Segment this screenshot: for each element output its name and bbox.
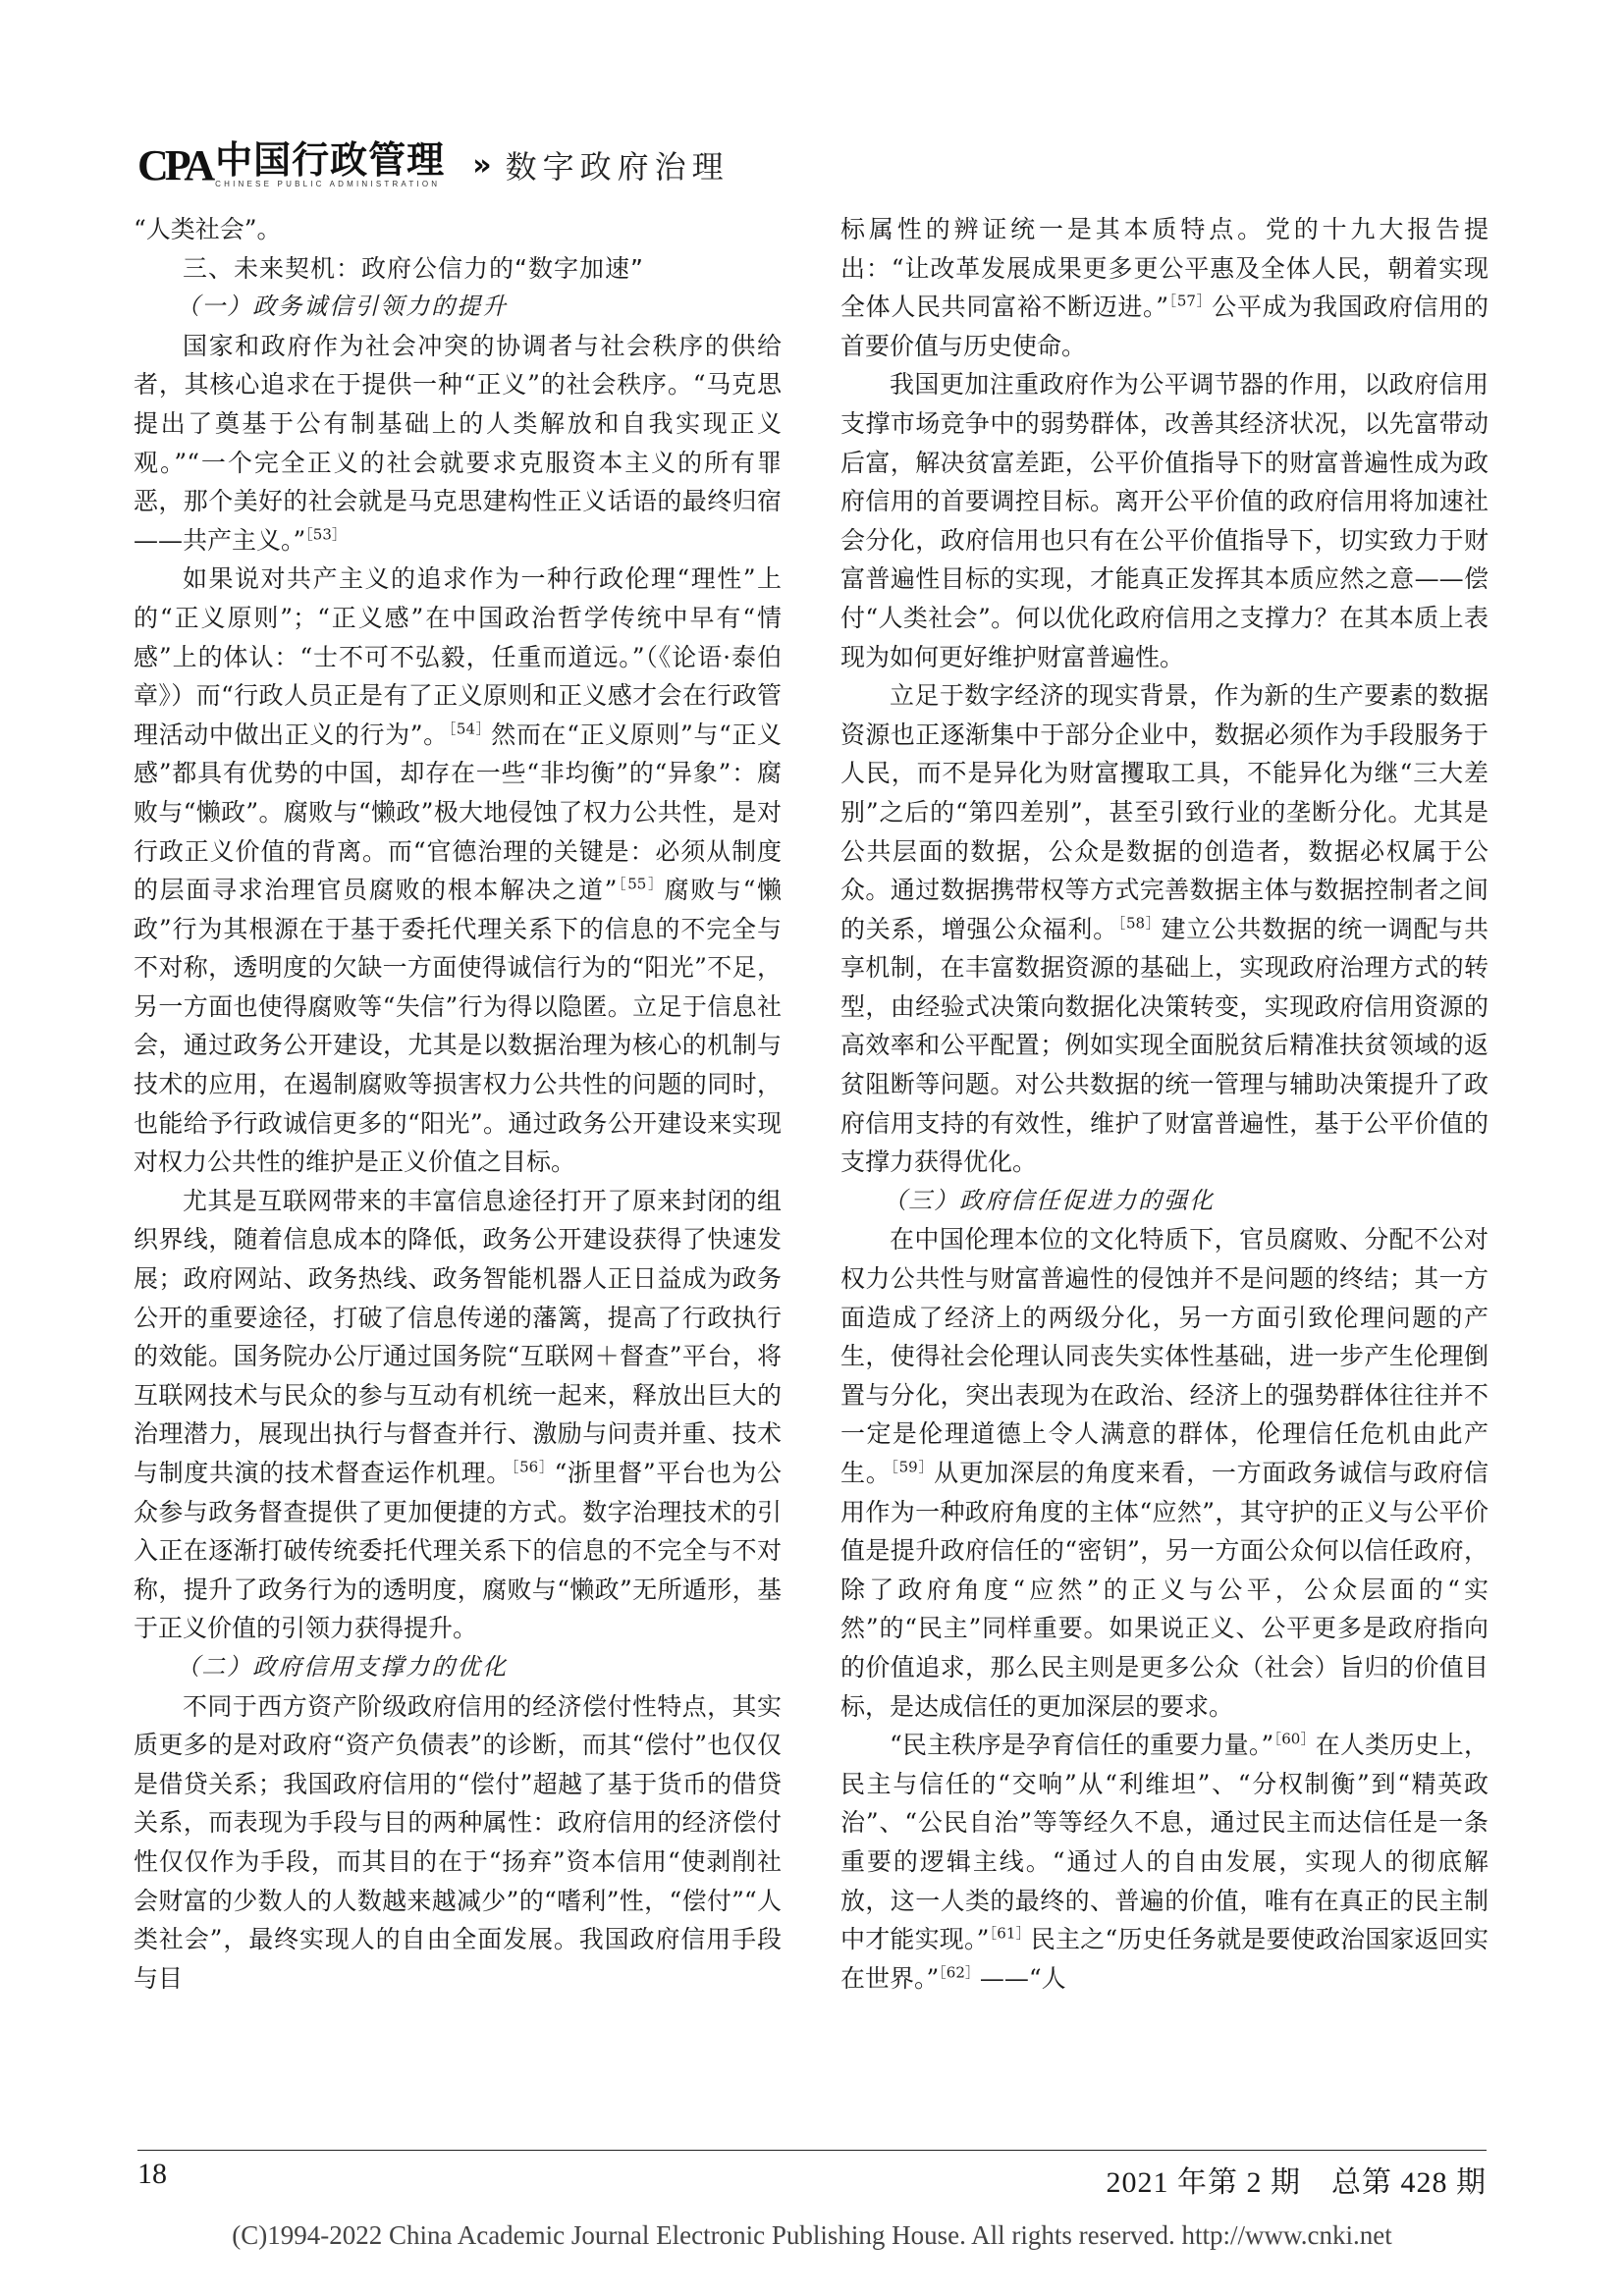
citation-ref: ［58］: [1117, 914, 1162, 933]
left-column: [134, 210, 782, 2134]
subsection-heading: （一）政务诚信引领力的提升: [176, 293, 509, 321]
logo-english-title: CHINESE PUBLIC ADMINISTRATION: [215, 180, 441, 188]
journal-logo: [137, 137, 446, 190]
subsection-heading: （二）政府信用支撑力的优化: [176, 1652, 509, 1681]
paragraph: 我国更加注重政府作为公平调节器的作用，以政府信用支撑市场竞争中的弱势群体，改善其经济状况，以先富带动后富，解决贫富差距，公平价值指导下的财富普遍性成为政府信用的首要调控目标。离开公平价值的政府信用将加速社会分化，政府信用也只有在公平价值指导下，切实致力于财富普遍性目标的实现，才能真正发挥其本质应然之意——偿付“人类社会”。何以优化政府信用之支撑力？在其本质上表现为如何更好维护财富普遍性。: [840, 370, 1489, 671]
citation-ref: ［60］: [1273, 1730, 1316, 1748]
citation-ref: ［59］: [891, 1458, 935, 1476]
paragraph: 标属性的辨证统一是其本质特点。党的十九大报告提出：“让改革发展成果更多更公平惠及全体人民，朝着实现全体人民共同富裕不断迈进。”$^{[57]}$公平成为我国政府信用的首要价值与历史使命。: [840, 215, 1489, 360]
copyright-notice: (C)1994-2022 China Academic Journal Electronic Publishing House. All rights reserved. http://www.cnki.net: [232, 2220, 1392, 2250]
section-title: 数字政府治理: [505, 148, 730, 186]
paragraph: “民主秩序是孕育信任的重要力量。”$^{[60]}$在人类历史上，民主与信任的“交响”从“利维坦”、“分权制衡”到“精英政治”、“公民自治”等等经久不息，通过民主而达信任是一条重要的逻辑主线。“通过人的自由发展，实现人的彻底解放，这一人类的最终的、普遍的价值，唯有在真正的民主制中才能实现。”$^{[61]}$民主之“历史任务就是要使政治国家返回实在世界。”$^{[62]}$——“人: [840, 1730, 1489, 1993]
logo-chinese-title: 中国行政管理: [215, 137, 446, 182]
citation-ref: ［55］: [617, 875, 665, 893]
paragraph: 尤其是互联网带来的丰富信息途径打开了原来封闭的组织界线，随着信息成本的降低，政务公开建设获得了快速发展；政府网站、政务热线、政务智能机器人正日益成为政务公开的重要途径，打破了信息传递的藩篱，提高了行政执行的效能。国务院办公厅通过国务院“互联网＋督查”平台，将互联网技术与民众的参与互动有机统一起来，释放出巨大的治理潜力，展现出执行与督查并行、激励与问责并重、技术与制度共演的技术督查运作机理。$^{[56]}$“浙里督”平台也为公众参与政务督查提供了更加便捷的方式。数字治理技术的引入正在逐渐打破传统委托代理关系下的信息的不完全与不对称，提升了政务行为的透明度，腐败与“懒政”无所遁形，基于正义价值的引领力获得提升。: [134, 1186, 782, 1643]
subsection-heading: （三）政府信任促进力的强化: [883, 1186, 1216, 1214]
chevron-icon: »: [472, 147, 492, 183]
paragraph: 国家和政府作为社会冲突的协调者与社会秩序的供给者，其核心追求在于提供一种“正义”的社会秩序。“马克思提出了奠基于公有制基础上的人类解放和自我实现正义观。”“一个完全正义的社会就要求克服资本主义的所有罪恶，那个美好的社会就是马克思建构性正义话语的最终归宿——共产主义。”$^{[53]}$: [134, 331, 782, 555]
right-column: [840, 210, 1489, 2134]
paragraph: 如果说对共产主义的追求作为一种行政伦理“理性”上的“正义原则”；“正义感”在中国政治哲学传统中早有“情感”上的体认：“士不可不弘毅，任重而道远。”（《论语·泰伯章》）而“行政人员正是有了正义原则和正义感才会在行政管理活动中做出正义的行为”。$^{[54]}$然而在“正义原则”与“正义感”都具有优势的中国，却存在一些“非均衡”的“异象”：腐败与“懒政”。腐败与“懒政”极大地侵蚀了权力公共性，是对行政正义价值的背离。而“官德治理的关键是：必须从制度的层面寻求治理官员腐败的根本解决之道”$^{[55]}$腐败与“懒政”行为其根源在于基于委托代理关系下的信息的不完全与不对称，透明度的欠缺一方面使得诚信行为的“阳光”不足，另一方面也使得腐败等“失信”行为得以隐匿。立足于信息社会，通过政务公开建设，尤其是以数据治理为核心的机制与技术的应用，在遏制腐败等损害权力公共性的问题的同时，也能给予行政诚信更多的“阳光”。通过政务公开建设来实现对权力公共性的维护是正义价值之目标。: [134, 564, 782, 1177]
citation-ref: ［61］: [989, 1924, 1031, 1943]
page-number: 18: [137, 2158, 167, 2190]
citation-ref: ［54］: [448, 720, 492, 738]
citation-ref: ［57］: [1168, 292, 1213, 310]
logo-mark: CPA: [137, 140, 212, 189]
paragraph: “人类社会”。: [134, 215, 282, 243]
footer-rule: [137, 2150, 1487, 2151]
citation-ref: ［56］: [511, 1458, 555, 1476]
section-heading: 三、未来契机：政府公信力的“数字加速”: [183, 253, 644, 283]
citation-ref: ［62］: [939, 1963, 980, 1982]
paragraph: 在中国伦理本位的文化特质下，官员腐败、分配不公对权力公共性与财富普遍性的侵蚀并不是问题的终结；其一方面造成了经济上的两级分化，另一方面引致伦理问题的产生，使得社会伦理认同丧失实体性基础，进一步产生伦理倒置与分化，突出表现为在政治、经济上的强势群体往往并不一定是伦理道德上令人满意的群体，伦理信任危机由此产生。$^{[59]}$从更加深层的角度来看，一方面政务诚信与政府信用作为一种政府角度的主体“应然”，其守护的正义与公平价值是提升政府信任的“密钥”，另一方面公众何以信任政府，除了政府角度“应然”的正义与公平，公众层面的“实然”的“民主”同样重要。如果说正义、公平更多是政府指向的价值追求，那么民主则是更多公众（社会）旨归的价值目标，是达成信任的更加深层的要求。: [840, 1225, 1489, 1721]
paragraph: 立足于数字经济的现实背景，作为新的生产要素的数据资源也正逐渐集中于部分企业中，数据必须作为手段服务于人民，而不是异化为财富攫取工具，不能异化为继“三大差别”之后的“第四差别”，甚至引致行业的垄断分化。尤其是公共层面的数据，公众是数据的创造者，数据必权属于公众。通过数据携带权等方式完善数据主体与数据控制者之间的关系，增强公众福利。$^{[58]}$建立公共数据的统一调配与共享机制，在丰富数据资源的基础上，实现政府治理方式的转型，由经验式决策向数据化决策转变，实现政府信用资源的高效率和公平配置；例如实现全面脱贫后精准扶贫领域的返贫阻断等问题。对公共数据的统一管理与辅助决策提升了政府信用支持的有效性，维护了财富普遍性，基于公平价值的支撑力获得优化。: [840, 681, 1489, 1177]
journal-header: [137, 137, 730, 192]
citation-ref: ［53］: [305, 525, 347, 544]
issue-info: 2021 年第 2 期 总第 428 期: [1106, 2166, 1487, 2199]
paragraph: 不同于西方资产阶级政府信用的经济偿付性特点，其实质更多的是对政府“资产负债表”的诊断，而其“偿付”也仅仅是借贷关系；我国政府信用的“偿付”超越了基于货币的借贷关系，而表现为手段与目的两种属性：政府信用的经济偿付性仅仅作为手段，而其目的在于“扬弃”资本信用“使剥削社会财富的少数人的人数越来越减少”的“嗜利”性，“偿付”“人类社会”，最终实现人的自由全面发展。我国政府信用手段与目: [134, 1691, 782, 1993]
